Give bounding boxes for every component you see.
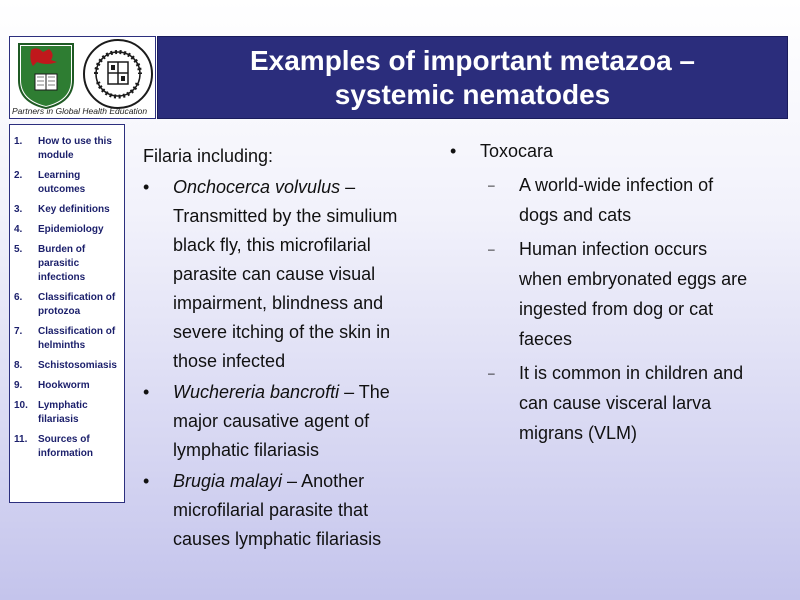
nav-item-lymphatic-filariasis[interactable] [14, 399, 120, 427]
sub-bullet-text: It is common in children and can cause visceral larva migrans (VLM) [519, 363, 744, 443]
nav-number: 9. [14, 380, 23, 391]
nav-number: 5. [14, 244, 23, 255]
species-description: – The major causative agent of lymphatic filariasis [173, 382, 390, 460]
sub-bullet-mark: – [488, 178, 495, 192]
nav-label: Key definitions [38, 204, 110, 215]
nav-item-learning-outcomes[interactable] [14, 169, 120, 197]
bullet-item [450, 136, 750, 166]
species-name: Onchocerca volvulus [173, 177, 341, 197]
nav-label: How to use this module [38, 136, 112, 161]
nav-label: Epidemiology [38, 224, 104, 235]
sub-bullet-text: Human infection occurs when embryonated eggs are ingested from dog or cat faeces [519, 239, 748, 349]
university-crest-logo [15, 40, 77, 110]
bullet-mark: • [143, 177, 150, 197]
nav-label: Hookworm [38, 380, 90, 391]
sub-bullet-mark: – [488, 242, 495, 256]
toxocara-heading: Toxocara [480, 141, 554, 161]
toxocara-column [450, 134, 750, 448]
nav-number: 1. [14, 136, 23, 147]
nav-item-epidemiology[interactable] [14, 223, 120, 237]
nav-number: 2. [14, 170, 23, 181]
sub-bullet-mark: – [488, 366, 495, 380]
bullet-mark: • [143, 382, 150, 402]
bullet-item [143, 173, 428, 376]
nav-item-schistosomiasis[interactable] [14, 359, 120, 373]
species-name: Brugia malayi [173, 471, 283, 491]
species-name: Wuchereria bancrofti [173, 382, 340, 402]
sub-bullet-item [450, 170, 750, 230]
nav-number: 6. [14, 292, 23, 303]
title-line-1: Examples of important metazoa – [249, 44, 695, 76]
bullet-mark: • [143, 471, 150, 491]
nav-label: Classification of helminths [38, 326, 116, 351]
college-of-medicine-seal [82, 38, 154, 110]
sub-bullet-item [450, 358, 750, 448]
nav-label: Lymphatic filariasis [38, 400, 88, 425]
nav-item-how-to-use[interactable] [14, 135, 120, 163]
sub-bullet-item [450, 234, 750, 354]
bullet-mark: • [450, 141, 457, 161]
title-line-2: systemic nematodes [334, 78, 611, 110]
nav-number: 7. [14, 326, 23, 337]
nav-item-sources[interactable] [14, 433, 120, 461]
species-description: – Transmitted by the simulium black fly, this microfilarial parasite can cause visual impairment, blindness and severe itching of the skin in those infected [173, 177, 398, 371]
page-title [250, 44, 695, 112]
nav-item-hookworm[interactable] [14, 379, 120, 393]
nav-item-key-definitions[interactable] [14, 203, 120, 217]
nav-label: Burden of parasitic infections [38, 244, 86, 283]
title-banner [157, 36, 788, 119]
nav-number: 4. [14, 224, 23, 235]
nav-item-classification-helminths[interactable] [14, 325, 120, 353]
nav-label: Learning outcomes [38, 170, 86, 195]
sub-bullet-text: A world-wide infection of dogs and cats [519, 175, 714, 225]
nav-item-classification-protozoa[interactable] [14, 291, 120, 319]
nav-number: 3. [14, 204, 23, 215]
bullet-item [143, 467, 428, 554]
nav-number: 10. [14, 400, 28, 411]
partners-caption: Partners in Global Health Education [12, 106, 148, 116]
nav-item-burden[interactable] [14, 243, 120, 285]
nav-label: Schistosomiasis [38, 360, 117, 371]
nav-number: 8. [14, 360, 23, 371]
filaria-column [143, 142, 428, 554]
species-description: – Another microfilarial parasite that causes lymphatic filariasis [173, 471, 382, 549]
nav-label: Sources of information [38, 434, 93, 459]
bullet-item [143, 378, 428, 465]
module-navigation [9, 124, 125, 503]
logo-panel [9, 36, 156, 119]
nav-label: Classification of protozoa [38, 292, 116, 317]
nav-number: 11. [14, 434, 28, 445]
filaria-intro: Filaria including: [143, 146, 274, 166]
